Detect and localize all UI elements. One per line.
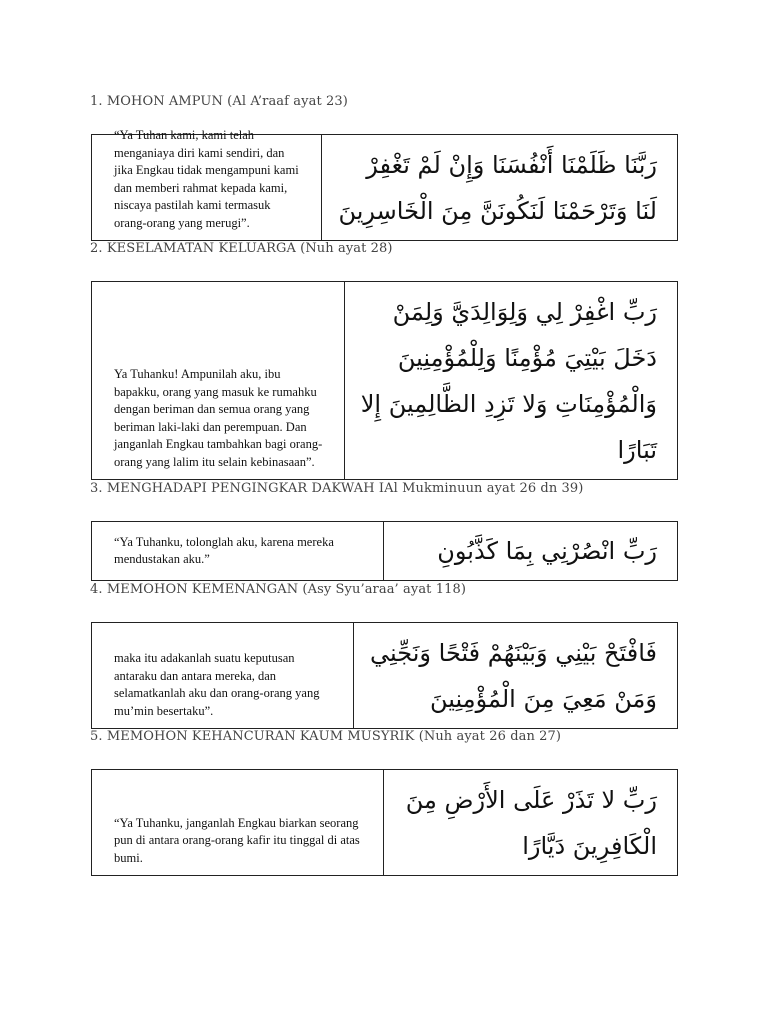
section-3-arabic-line: رَبِّ انْصُرْنِي بِمَا كَذَّبُونِ	[437, 537, 657, 565]
section-1-translation-cell	[92, 128, 322, 240]
section-4-prayer-table	[91, 622, 678, 729]
section-4-translation-cell	[92, 623, 354, 728]
section-2-arabic-line: تَبَارًا	[617, 435, 657, 464]
section-2-translation: Ya Tuhanku! Ampunilah aku, ibu bapakku, orang yang masuk ke rumahku dengan beriman dan semua orang yang beriman laki-laki dan perempuan. Dan janganlah Engkau tambahkan bagi orang-orang yang lalim itu selain kebinasaan”.	[114, 367, 323, 469]
section-1-arabic-line: لَنَا وَتَرْحَمْنَا لَنَكُونَنَّ مِنَ الْخَاسِرِينَ	[338, 196, 657, 225]
section-1-heading: 1. MOHON AMPUN (Al A’raaf ayat 23)	[90, 94, 348, 109]
section-5-arabic-line: الْكَافِرِينَ دَيَّارًا	[522, 831, 657, 860]
section-2-arabic-line: دَخَلَ بَيْتِيَ مُؤْمِنًا وَلِلْمُؤْمِنِينَ	[397, 343, 657, 372]
section-1-arabic-cell	[322, 135, 677, 240]
section-1-translation: “Ya Tuhan kami, kami telah menganiaya diri kami sendiri, dan jika Engkau tidak mengampuni kami dan memberi rahmat kepada kami, niscaya pastilah kami termasuk orang-orang yang merugi”.	[114, 128, 299, 230]
section-5-arabic-cell	[384, 770, 677, 875]
section-5-translation: “Ya Tuhanku, janganlah Engkau biarkan seorang pun di antara orang-orang kafir itu tinggal di atas bumi.	[114, 815, 360, 865]
section-4-arabic-line: فَافْتَحْ بَيْنِي وَبَيْنَهُمْ فَتْحًا وَنَجِّنِي	[370, 638, 657, 667]
section-1-prayer-table	[91, 128, 678, 241]
section-2-arabic-line: رَبِّ اغْفِرْ لِي وَلِوَالِدَيَّ وَلِمَنْ	[392, 297, 657, 326]
section-2-translation-cell	[92, 282, 345, 479]
section-2-heading: 2. KESELAMATAN KELUARGA (Nuh ayat 28)	[90, 241, 393, 256]
section-3-translation-cell	[92, 522, 384, 580]
section-5-arabic-line: رَبِّ لا تَذَرْ عَلَى الأَرْضِ مِنَ	[405, 785, 657, 814]
section-5-prayer-table	[91, 769, 678, 876]
section-3-heading: 3. MENGHADAPI PENGINGKAR DAKWAH IAl Mukminuun ayat 26 dn 39)	[90, 481, 584, 496]
section-1-arabic-line: رَبَّنَا ظَلَمْنَا أَنْفُسَنَا وَإِنْ لَمْ تَغْفِرْ	[366, 150, 657, 179]
section-4-translation: maka itu adakanlah suatu keputusan antaraku dan antara mereka, dan selamatkanlah aku dan orang-orang yang mu’min besertaku”.	[114, 651, 320, 718]
section-3-arabic-cell	[384, 522, 677, 580]
section-2-arabic-line: وَالْمُؤْمِنَاتِ وَلا تَزِدِ الظَّالِمِينَ إِلا	[360, 389, 657, 418]
section-3-prayer-table	[91, 521, 678, 581]
section-2-prayer-table	[91, 281, 678, 480]
section-5-heading: 5. MEMOHON KEHANCURAN KAUM MUSYRIK (Nuh ayat 26 dan 27)	[90, 729, 562, 744]
section-4-arabic-cell	[354, 623, 677, 728]
section-4-arabic-line: وَمَنْ مَعِيَ مِنَ الْمُؤْمِنِينَ	[429, 684, 657, 713]
section-4-heading: 4. MEMOHON KEMENANGAN (Asy Syu’araa’ ayat 118)	[90, 582, 467, 597]
section-5-translation-cell	[92, 770, 384, 875]
section-2-arabic-cell	[345, 282, 677, 479]
section-3-translation: “Ya Tuhanku, tolonglah aku, karena mereka mendustakan aku.”	[114, 534, 334, 566]
